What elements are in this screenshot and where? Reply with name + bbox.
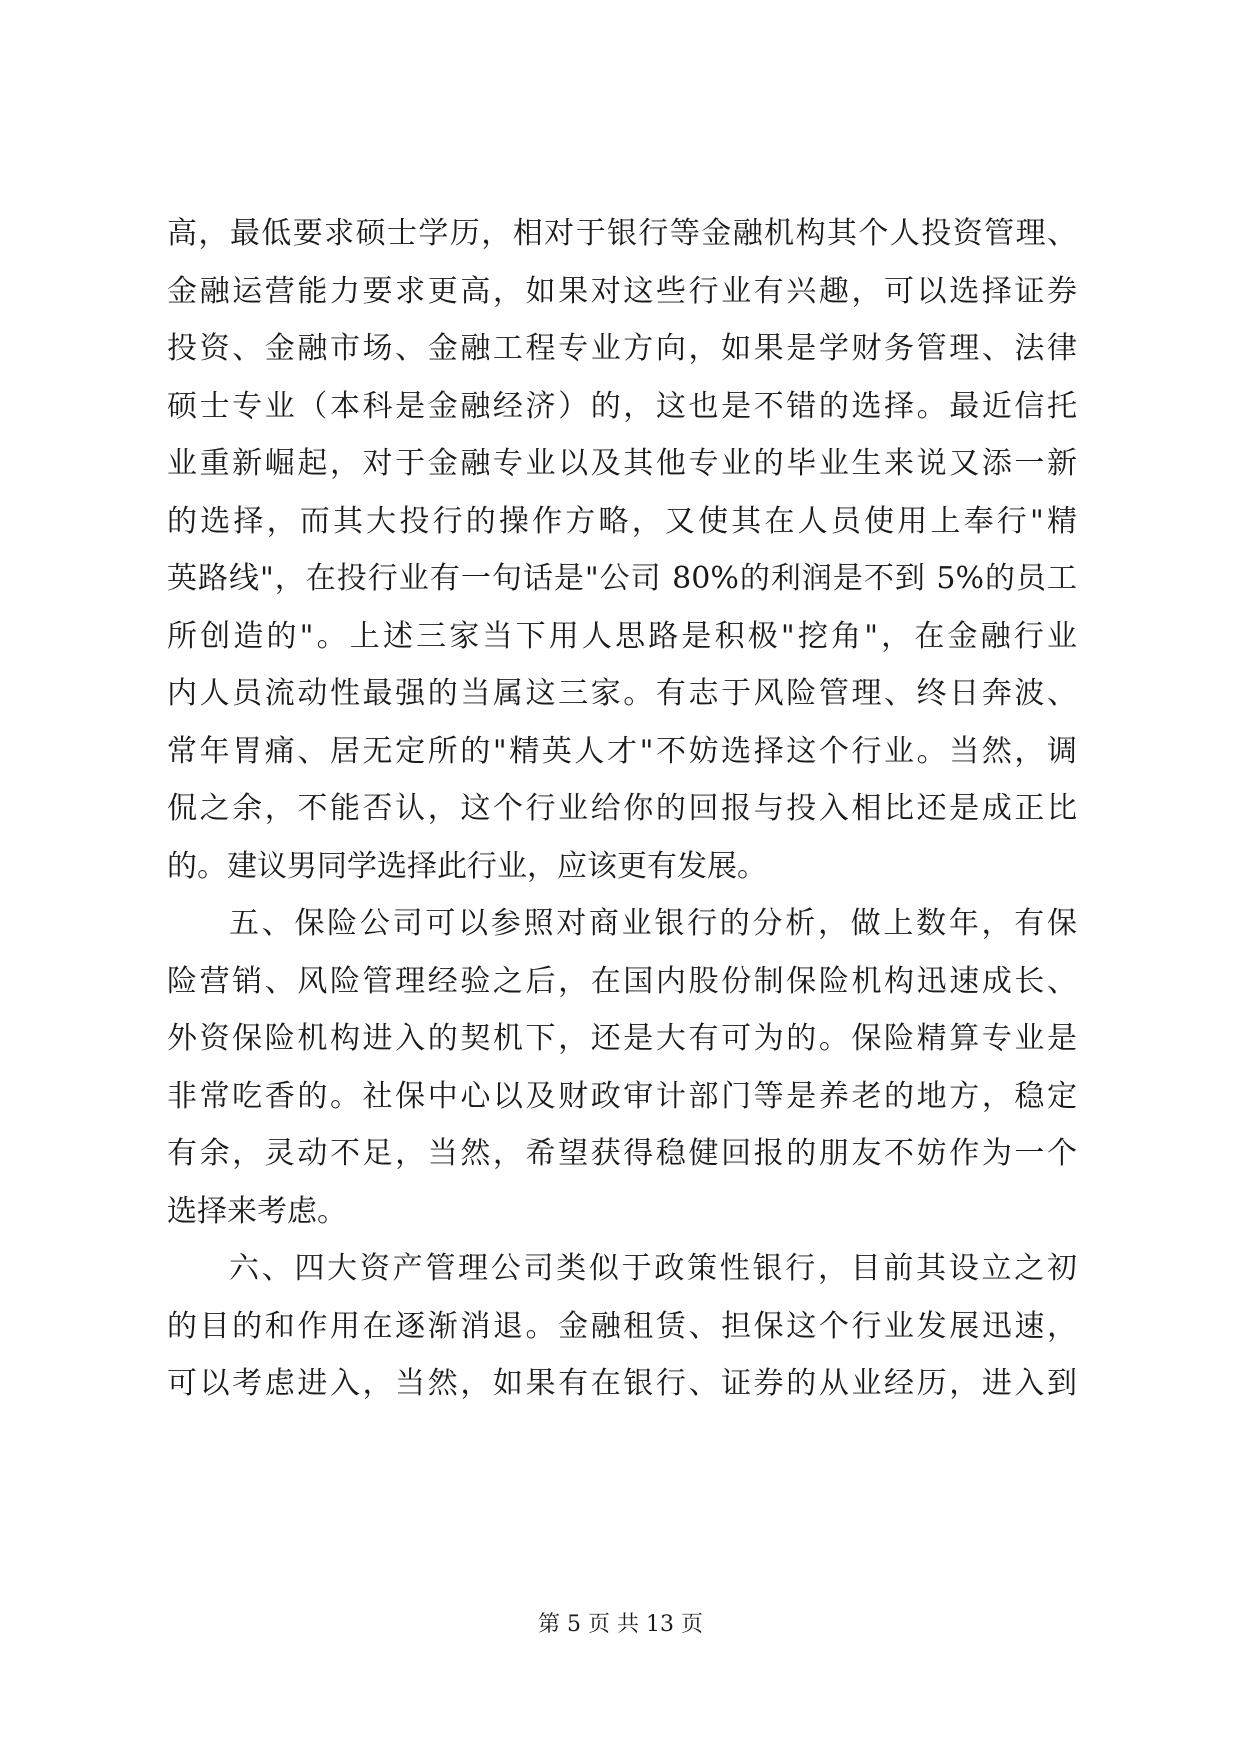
text-line: 有余，灵动不足，当然，希望获得稳健回报的朋友不妨作为一个 (167, 1136, 1077, 1171)
text-line: 的选择，而其大投行的操作方略，又使其在人员使用上奉行"精 (167, 503, 1077, 539)
text-line: 可以考虑进入，当然，如果有在银行、证券的从业经历，进入到 (167, 1366, 1077, 1401)
page-number-footer: 第 5 页 共 13 页 (538, 1612, 703, 1637)
text-line: 内人员流动性最强的当属这三家。有志于风险管理、终日奔波、 (167, 676, 1077, 711)
text-line: 选择来考虑。 (167, 1193, 347, 1229)
text-line: 非常吃香的。社保中心以及财政审计部门等是养老的地方，稳定 (167, 1078, 1077, 1114)
text-line: 英路线"，在投行业有一句话是"公司 80%的利润是不到 5%的员工 (167, 561, 1077, 596)
text-line: 外资保险机构进入的契机下，还是大有可为的。保险精算专业是 (167, 1021, 1077, 1056)
text-line: 的。建议男同学选择此行业，应该更有发展。 (167, 848, 767, 884)
text-line: 侃之余，不能否认，这个行业给你的回报与投入相比还是成正比 (167, 791, 1077, 826)
text-line: 金融运营能力要求更高，如果对这些行业有兴趣，可以选择证券 (167, 273, 1077, 309)
text-line: 所创造的"。上述三家当下用人思路是积极"挖角"，在金融行业 (167, 618, 1077, 654)
text-line: 的目的和作用在逐渐消退。金融租赁、担保这个行业发展迅速， (167, 1308, 1077, 1344)
text-line: 硕士专业（本科是金融经济）的，这也是不错的选择。最近信托 (167, 388, 1077, 424)
text-line: 常年胃痛、居无定所的"精英人才"不妨选择这个行业。当然，调 (167, 733, 1077, 769)
paragraph-start-line: 六、四大资产管理公司类似于政策性银行，目前其设立之初 (229, 1251, 1077, 1286)
paragraph-start-line: 五、保险公司可以参照对商业银行的分析，做上数年，有保 (229, 906, 1077, 941)
document-body (167, 205, 1077, 1413)
text-line: 投资、金融市场、金融工程专业方向，如果是学财务管理、法律 (167, 331, 1077, 366)
text-line: 业重新崛起，对于金融专业以及其他专业的毕业生来说又添一新 (167, 446, 1077, 481)
text-line: 险营销、风险管理经验之后，在国内股份制保险机构迅速成长、 (167, 963, 1077, 999)
text-line: 高，最低要求硕士学历，相对于银行等金融机构其个人投资管理、 (167, 216, 1077, 251)
